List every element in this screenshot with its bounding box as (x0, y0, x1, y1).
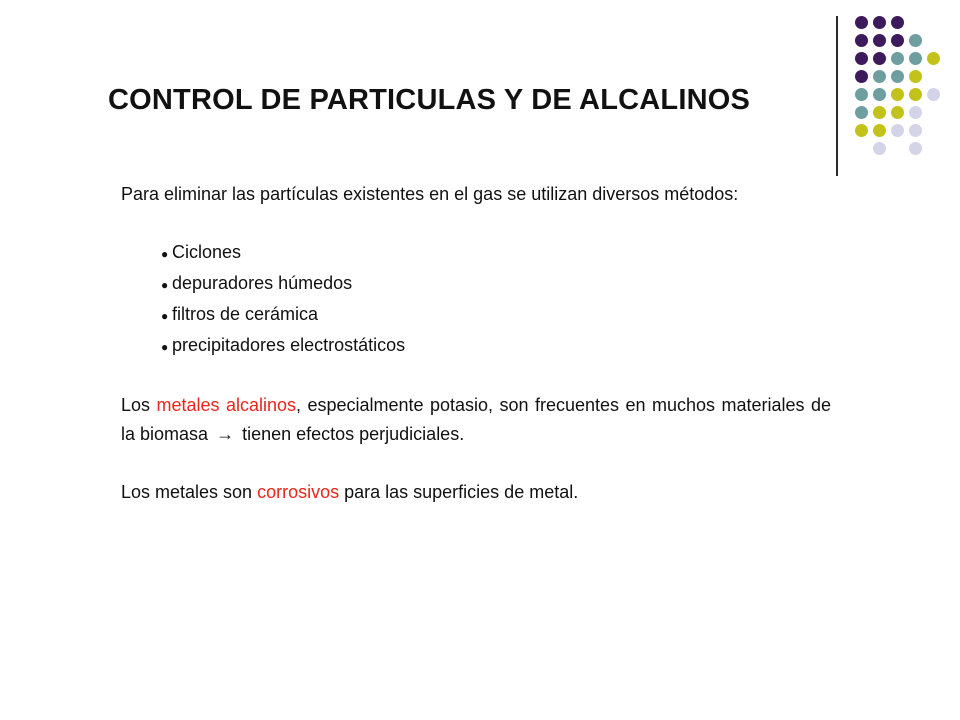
decorative-dot (909, 34, 922, 47)
list-item: ● precipitadores electrostáticos (161, 331, 831, 362)
decorative-dot (909, 106, 922, 119)
highlight-alkali-metals: metales alcalinos (156, 395, 297, 415)
arrow-right-icon: → (216, 424, 235, 444)
decorative-dot (891, 16, 904, 29)
decorative-dot (873, 52, 886, 65)
highlight-corrosive: corrosivos (257, 482, 340, 502)
decorative-dot (873, 88, 886, 101)
decorative-dot (891, 124, 904, 137)
list-item: ● filtros de cerámica (161, 300, 831, 331)
decorative-dot (873, 34, 886, 47)
decorative-dot (909, 124, 922, 137)
decorative-dot-grid (0, 0, 960, 160)
bullet-icon: ● (161, 309, 169, 323)
decorative-dot (855, 70, 868, 83)
decorative-dot (891, 70, 904, 83)
decorative-dot (891, 106, 904, 119)
list-item: ● depuradores húmedos (161, 269, 831, 300)
decorative-dot (855, 124, 868, 137)
bullet-icon: ● (161, 340, 169, 354)
decorative-dot (927, 52, 940, 65)
decorative-dot (855, 16, 868, 29)
decorative-dot (927, 88, 940, 101)
intro-paragraph: Para eliminar las partículas existentes en el gas se utilizan diversos métodos: (121, 184, 739, 204)
slide-title: CONTROL DE PARTICULAS Y DE ALCALINOS (108, 84, 751, 116)
decorative-dot (873, 16, 886, 29)
list-item: ● Ciclones (161, 238, 831, 269)
decorative-dot (909, 88, 922, 101)
decorative-dot (873, 106, 886, 119)
decorative-dot (855, 34, 868, 47)
vertical-divider-line (836, 16, 838, 176)
alkali-paragraph: Los metales alcalinos, especialmente potasio, son frecuentes en muchos materiales de la biomasa → tienen efectos perjudiciales. (121, 391, 831, 449)
decorative-dot (873, 70, 886, 83)
bullet-icon: ● (161, 278, 169, 292)
decorative-dot (891, 88, 904, 101)
slide-body (121, 180, 831, 507)
decorative-dot (909, 70, 922, 83)
decorative-dot (855, 106, 868, 119)
decorative-dot (855, 52, 868, 65)
decorative-dot (873, 124, 886, 137)
decorative-dot (891, 52, 904, 65)
corrosion-paragraph: Los metales son corrosivos para las superficies de metal. (121, 482, 579, 502)
bullet-icon: ● (161, 247, 169, 261)
decorative-dot (855, 88, 868, 101)
decorative-dot (909, 52, 922, 65)
decorative-dot (873, 142, 886, 155)
decorative-dot (909, 142, 922, 155)
decorative-dot (891, 34, 904, 47)
methods-list (121, 238, 831, 362)
